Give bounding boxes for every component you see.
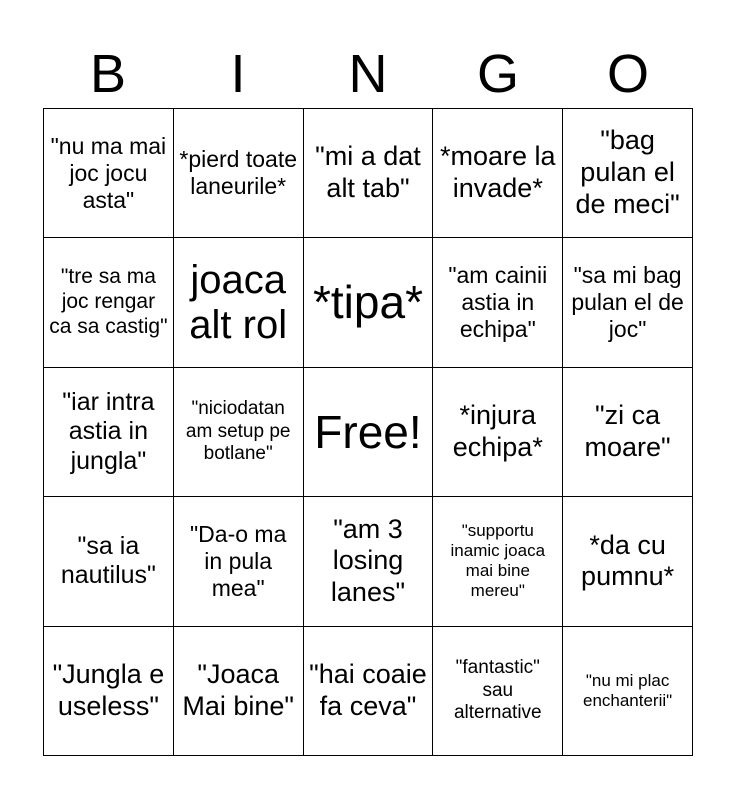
- cell-text: "bag pulan el de meci": [575, 125, 680, 220]
- header-letter-g: G: [476, 44, 519, 104]
- header-letter-b: B: [89, 44, 127, 104]
- cell-text: *moare la invade*: [440, 141, 556, 204]
- bingo-cell-r1-c1[interactable]: [44, 109, 174, 238]
- bingo-cell-r2-c4[interactable]: [433, 238, 563, 367]
- cell-text: "am cainii astia in echipa": [448, 261, 548, 343]
- bingo-cell-r2-c1[interactable]: [44, 238, 174, 367]
- bingo-cell-r1-c5[interactable]: [563, 109, 693, 238]
- cell-text: "zi ca moare": [584, 400, 671, 462]
- bingo-cell-r1-c4[interactable]: [433, 109, 563, 238]
- bingo-cell-r4-c1[interactable]: [44, 497, 174, 626]
- cell-text: "supportu inamic joaca mai bine mereu": [450, 521, 546, 601]
- bingo-cell-r2-c3[interactable]: [304, 238, 434, 367]
- cell-text: *da cu pumnu*: [581, 529, 675, 592]
- cell-text: "niciodatan am setup pe botlane": [185, 398, 291, 465]
- free-space-text: Free!: [314, 405, 422, 458]
- cell-text: "sa ia nautilus": [60, 531, 156, 590]
- cell-text: "Joaca Mai bine": [182, 658, 295, 721]
- bingo-cell-r4-c2[interactable]: [174, 497, 304, 626]
- header-letter-i: I: [230, 44, 246, 104]
- cell-text: "tre sa ma joc rengar ca sa castig": [49, 265, 168, 338]
- cell-text: "nu mi plac enchanterii": [582, 670, 673, 710]
- cell-text: joaca alt rol: [189, 257, 288, 347]
- bingo-header: [43, 40, 693, 108]
- bingo-cell-r5-c1[interactable]: [44, 627, 174, 756]
- cell-text: "nu ma mai joc jocu asta": [50, 132, 167, 213]
- bingo-cell-r4-c5[interactable]: [563, 497, 693, 626]
- cell-text: *pierd toate laneurile*: [179, 146, 298, 200]
- bingo-cell-r2-c5[interactable]: [563, 238, 693, 367]
- bingo-cell-r3-c4[interactable]: [433, 368, 563, 497]
- bingo-cell-r1-c2[interactable]: [174, 109, 304, 238]
- cell-text: "mi a dat alt tab": [315, 141, 421, 204]
- bingo-cell-r2-c2[interactable]: [174, 238, 304, 367]
- bingo-cell-r1-c3[interactable]: [304, 109, 434, 238]
- cell-text: "Da-o ma in pula mea": [190, 520, 287, 601]
- cell-text: "am 3 losing lanes": [330, 513, 406, 608]
- bingo-cell-r4-c4[interactable]: [433, 497, 563, 626]
- bingo-cell-r3-c2[interactable]: [174, 368, 304, 497]
- cell-text: *tipa*: [313, 276, 423, 329]
- bingo-cell-r3-c1[interactable]: [44, 368, 174, 497]
- bingo-cell-r5-c5[interactable]: [563, 627, 693, 756]
- bingo-cell-r5-c2[interactable]: [174, 627, 304, 756]
- cell-text: "iar intra astia in jungla": [62, 387, 155, 475]
- cell-text: "hai coaie fa ceva": [309, 658, 427, 721]
- bingo-cell-r3-c3[interactable]: [304, 368, 434, 497]
- cell-text: "sa mi bag pulan el de joc": [571, 261, 684, 343]
- bingo-cell-r3-c5[interactable]: [563, 368, 693, 497]
- bingo-board: [43, 108, 693, 756]
- header-letter-n: N: [348, 44, 388, 104]
- header-letter-o: O: [606, 44, 649, 104]
- bingo-cell-r5-c4[interactable]: [433, 627, 563, 756]
- bingo-cell-r4-c3[interactable]: [304, 497, 434, 626]
- bingo-cell-r5-c3[interactable]: [304, 627, 434, 756]
- cell-text: "fantastic" sau alternative: [453, 657, 542, 723]
- cell-text: "Jungla e useless": [52, 658, 165, 721]
- cell-text: *injura echipa*: [452, 400, 543, 462]
